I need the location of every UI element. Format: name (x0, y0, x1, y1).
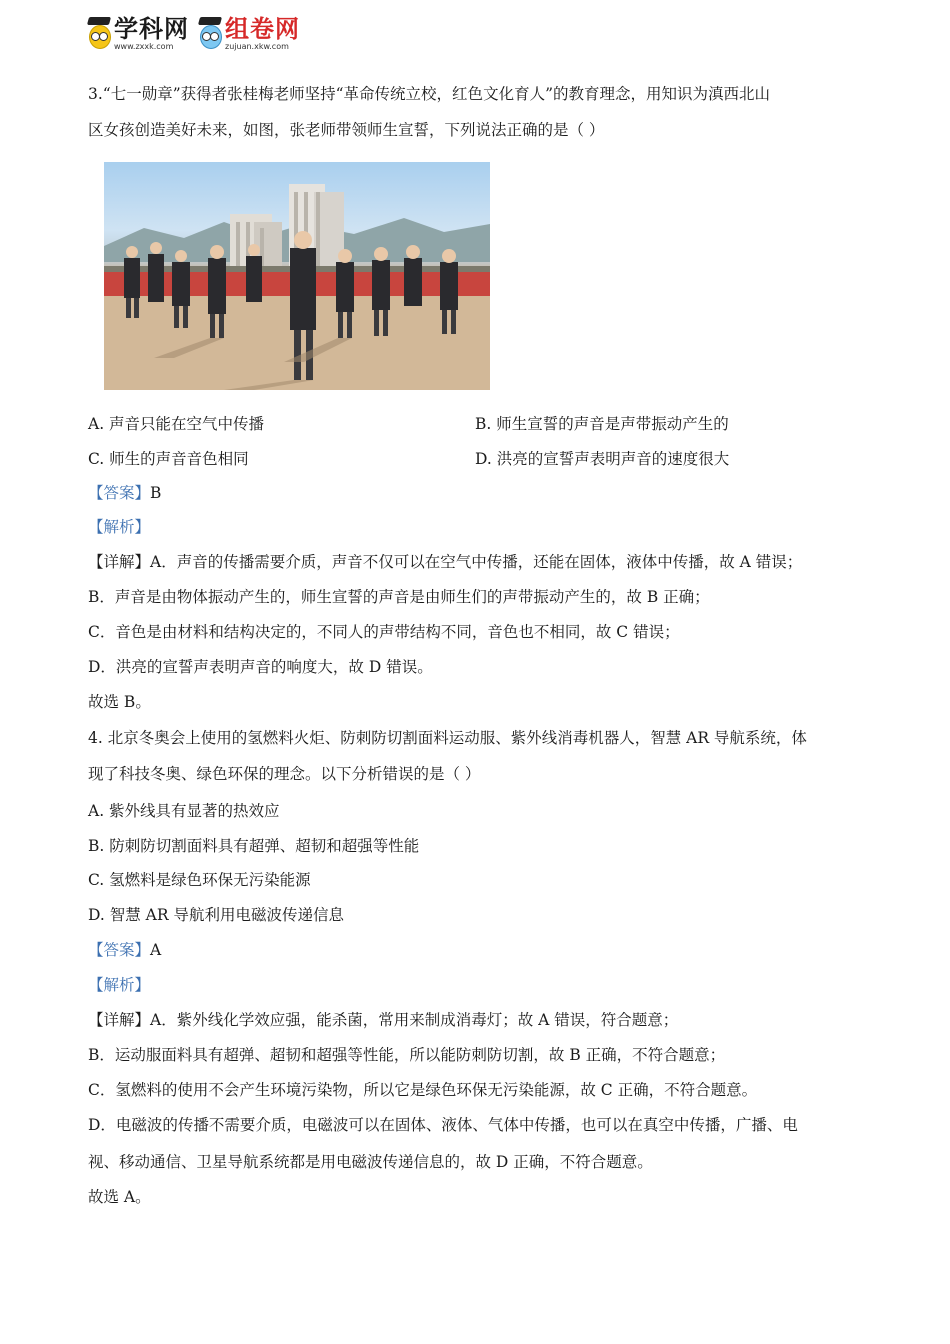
q3-stem-line2: 区女孩创造美好未来，如图，张老师带领师生宣誓，下列说法正确的是（ ） (88, 121, 605, 139)
q3-option-b[interactable]: B. 师生宣誓的声音是声带振动产生的 (475, 415, 729, 433)
zxxk-logo-text: 学科网 (114, 15, 189, 43)
q3-stem-line1: 3.“七一勋章”获得者张桂梅老师坚持“革命传统立校，红色文化育人”的教育理念，用知识为滇西北山 (88, 85, 770, 103)
q4-detail-line3: C．氢燃料的使用不会产生环境污染物，所以它是绿色环保无污染能源，故 C 正确，不符合题意。 (88, 1081, 758, 1099)
q4-detail-line4b: 视、移动通信、卫星导航系统都是用电磁波传递信息的，故 D 正确，不符合题意。 (88, 1153, 653, 1171)
q4-stem-line1: 4. 北京冬奥会上使用的氢燃料火炬、防刺防切割面料运动服、紫外线消毒机器人，智慧 AR 导航系统，体 (88, 729, 807, 747)
q4-analysis-label: 【解析】 (88, 976, 151, 994)
q4-option-b[interactable]: B. 防刺防切割面料具有超弹、超韧和超强等性能 (88, 837, 420, 855)
q3-detail-line4: D．洪亮的宣誓声表明声音的响度大，故 D 错误。 (88, 658, 433, 676)
q4-detail-text1: A．紫外线化学效应强，能杀菌，常用来制成消毒灯；故 A 错误，符合题意； (150, 1011, 679, 1029)
zxxk-logo[interactable] (86, 17, 189, 51)
q3-detail-text1: A．声音的传播需要介质，声音不仅可以在空气中传播，还能在固体，液体中传播，故 A 错误； (150, 553, 803, 571)
q4-conclusion: 故选 A。 (88, 1188, 151, 1206)
zujuan-logo-url: zujuan.xkw.com (225, 42, 289, 51)
zxxk-logo-url: www.zxxk.com (114, 42, 174, 51)
q4-option-d[interactable]: D. 智慧 AR 导航利用电磁波传递信息 (88, 906, 344, 924)
q3-detail-label: 【详解】 (88, 553, 151, 571)
zujuan-logo-text: 组卷网 (225, 15, 300, 43)
q4-answer (88, 940, 161, 960)
oath-photo-illustration (104, 162, 490, 390)
oath-ceremony-photo (104, 162, 490, 390)
q3-detail-line2: B．声音是由物体振动产生的，师生宣誓的声音是由师生们的声带振动产生的，故 B 正确； (88, 588, 710, 606)
q4-detail-label: 【详解】 (88, 1011, 151, 1029)
q3-option-d[interactable]: D. 洪亮的宣誓声表明声音的速度很大 (475, 450, 730, 468)
q3-answer-value: B (150, 484, 162, 502)
header-logos (86, 10, 308, 58)
q3-analysis-label: 【解析】 (88, 518, 151, 536)
q3-option-a[interactable]: A. 声音只能在空气中传播 (88, 415, 265, 433)
q4-detail-line2: B．运动服面料具有超弹、超韧和超强等性能，所以能防刺防切割，故 B 正确，不符合题意； (88, 1046, 726, 1064)
owl-mascot-icon (197, 17, 223, 51)
q3-detail-line1 (88, 552, 802, 572)
q3-option-c[interactable]: C. 师生的声音音色相同 (88, 450, 249, 468)
q3-conclusion: 故选 B。 (88, 693, 151, 711)
q3-answer (88, 483, 161, 503)
q4-detail-line1 (88, 1010, 678, 1030)
zujuan-logo[interactable] (197, 17, 300, 51)
owl-mascot-icon (86, 17, 112, 51)
q4-stem-line2: 现了科技冬奥、绿色环保的理念。以下分析错误的是（ ） (88, 765, 481, 783)
q4-option-c[interactable]: C. 氢燃料是绿色环保无污染能源 (88, 871, 311, 889)
q4-option-a[interactable]: A. 紫外线具有显著的热效应 (88, 802, 280, 820)
q3-answer-label: 【答案】 (88, 484, 151, 502)
q4-answer-value: A (150, 941, 162, 959)
q4-detail-line4a: D．电磁波的传播不需要介质，电磁波可以在固体、液体、气体中传播，也可以在真空中传播，广播、电 (88, 1116, 798, 1134)
q3-detail-line3: C．音色是由材料和结构决定的，不同人的声带结构不同，音色也不相同，故 C 错误； (88, 623, 680, 641)
q4-answer-label: 【答案】 (88, 941, 151, 959)
